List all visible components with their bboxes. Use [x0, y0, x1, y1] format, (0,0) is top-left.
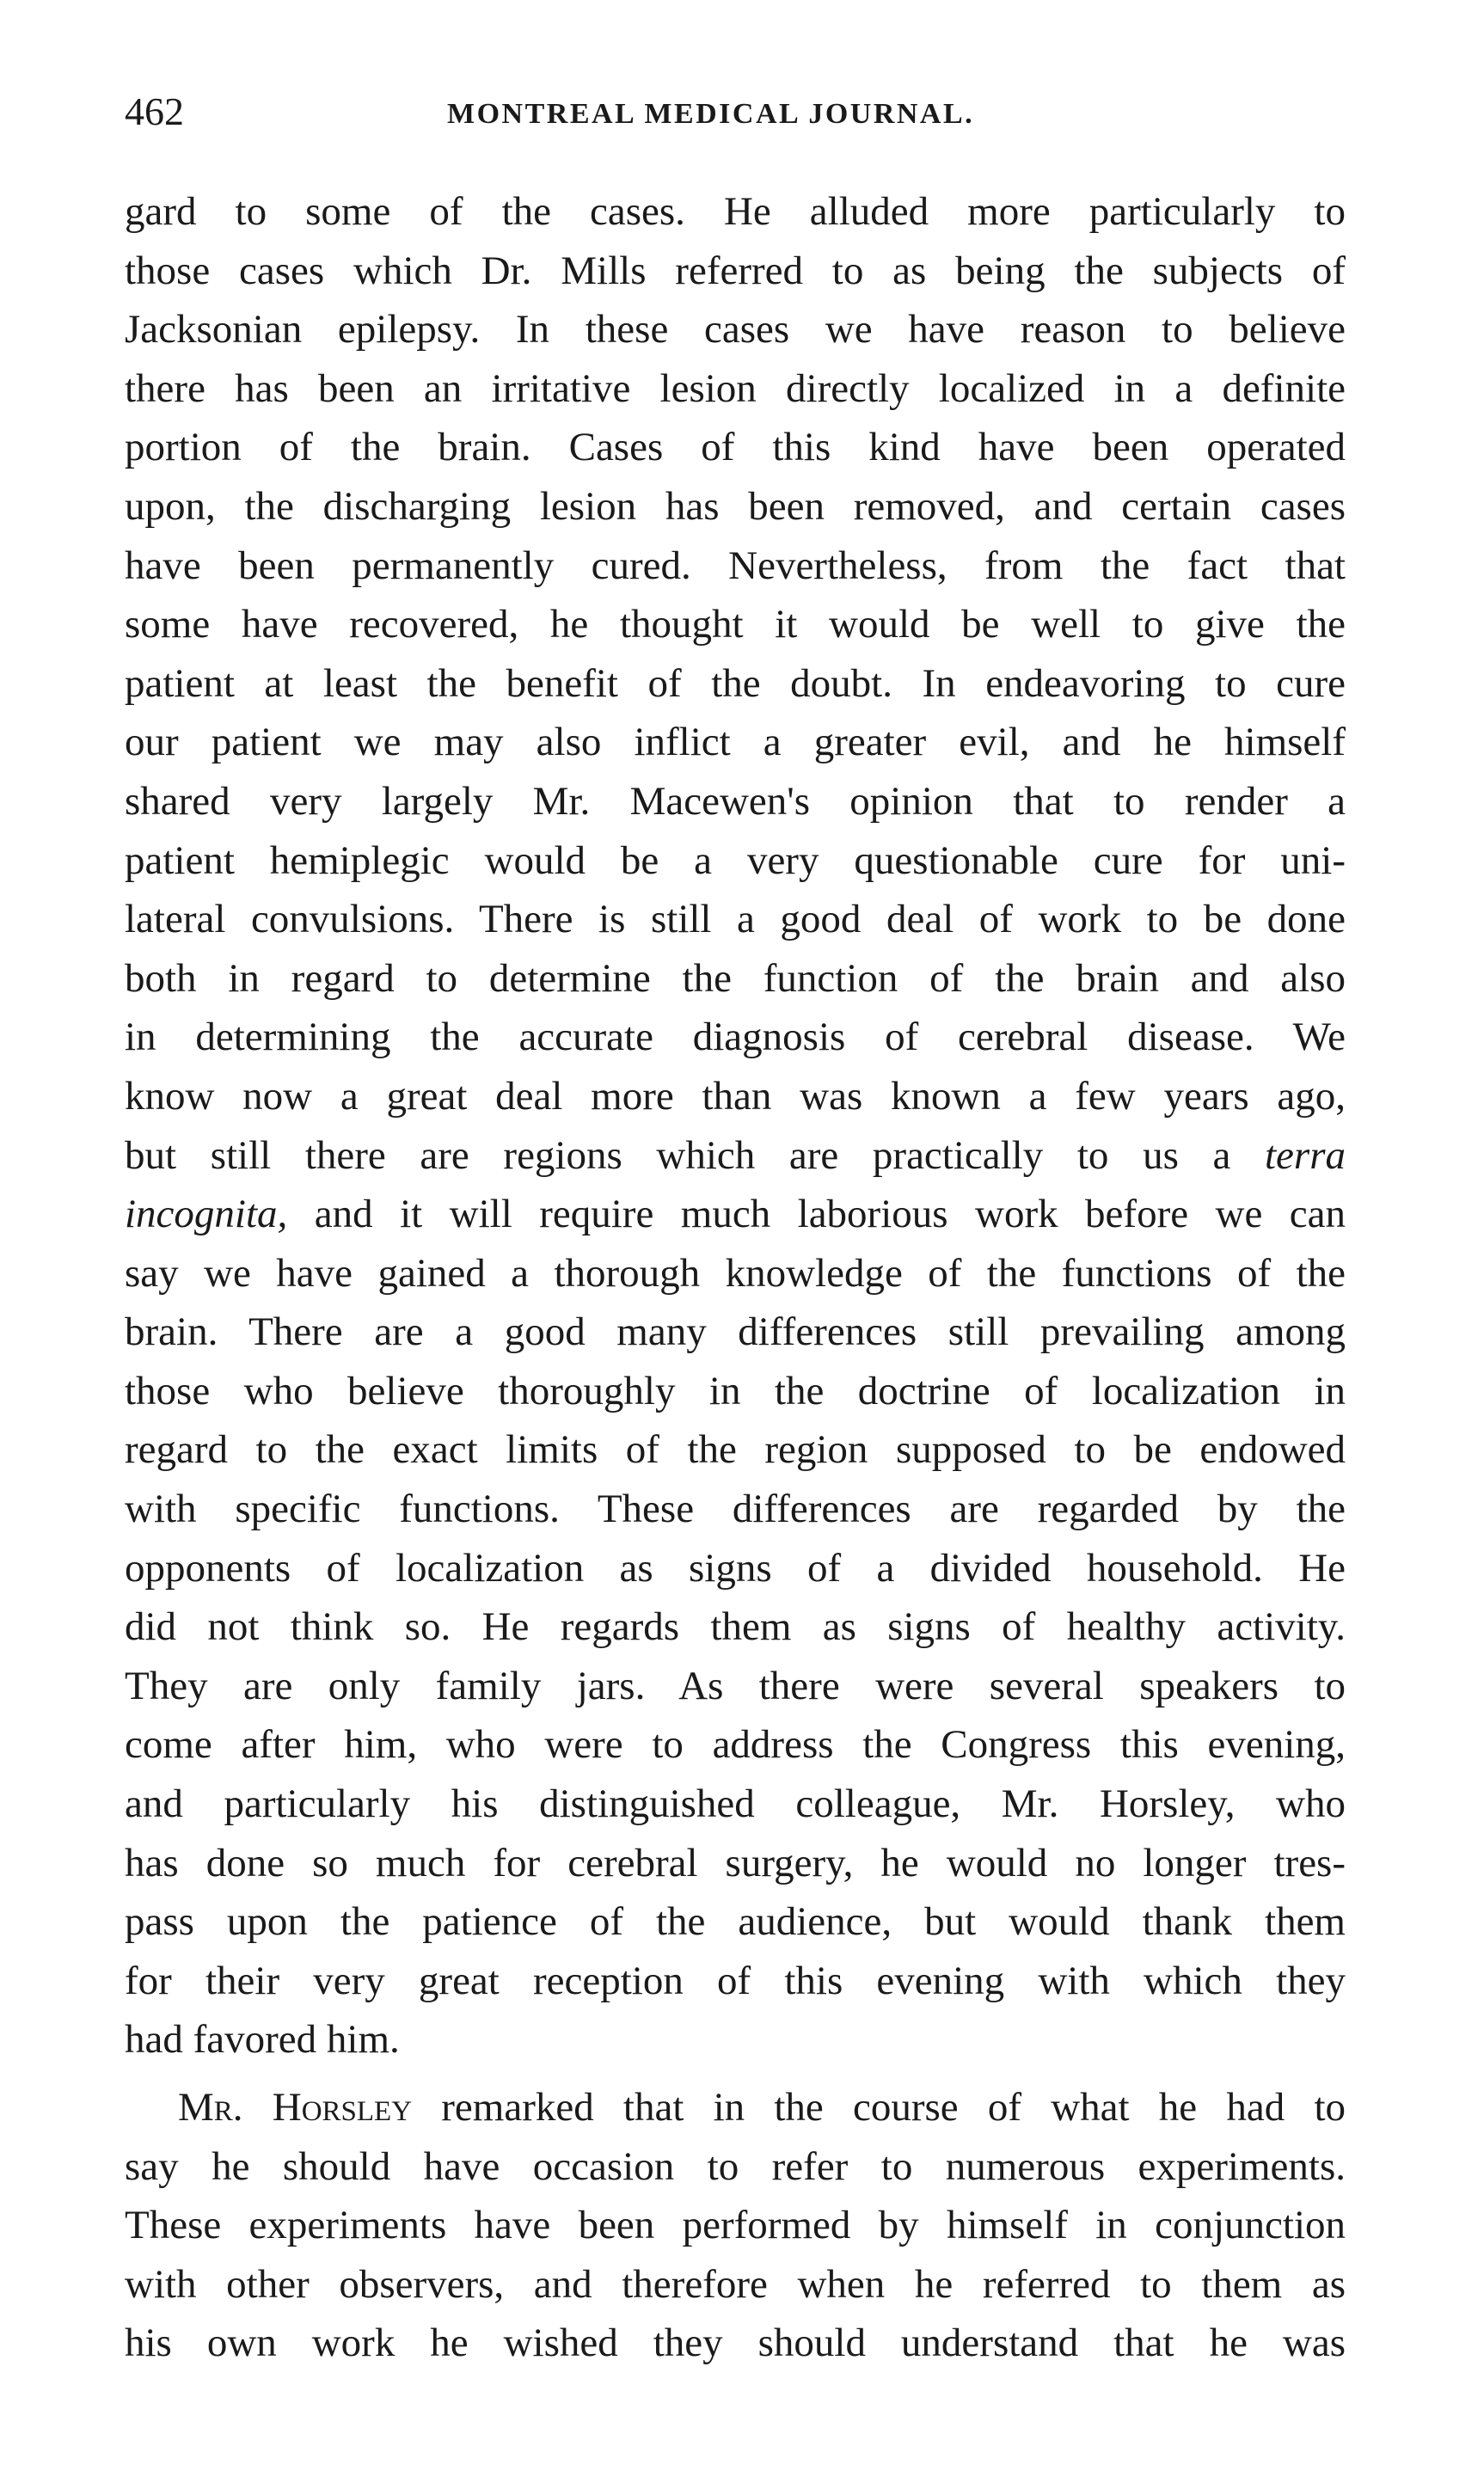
text-line: did not think so. He regards them as signs of healthy activity. — [125, 1604, 1346, 1650]
running-head: MONTREAL MEDICAL JOURNAL. — [447, 98, 975, 130]
page-number: 462 — [125, 89, 184, 133]
text-line: regard to the exact limits of the region supposed to be endowed — [125, 1427, 1346, 1473]
text-line: for their very great reception of this evening with which they — [125, 1958, 1346, 2003]
text-line: and particularly his distinguished colleague, Mr. Horsley, who — [125, 1781, 1346, 1827]
text-line: Jacksonian epilepsy. In these cases we have reason to believe — [125, 307, 1346, 353]
text-line: both in regard to determine the function of the brain and also — [125, 955, 1346, 1001]
italic-phrase: terra — [1265, 1132, 1346, 1178]
text-line — [125, 1185, 1346, 1244]
text-line: those cases which Dr. Mills referred to as being the subjects of — [125, 248, 1346, 293]
text-line: say he should have occasion to refer to numerous experiments. — [125, 2143, 1346, 2189]
italic-phrase: incognita, — [125, 1192, 288, 1237]
text-line: opponents of localization as signs of a divided household. He — [125, 1545, 1346, 1591]
text-line: know now a great deal more than was known a few years ago, — [125, 1073, 1346, 1119]
text-line: in determining the accurate diagnosis of cerebral disease. We — [125, 1015, 1346, 1060]
text-line: brain. There are a good many differences still prevailing among — [125, 1309, 1346, 1355]
text-line: pass upon the patience of the audience, but would thank them — [125, 1899, 1346, 1945]
text-line: there has been an irritative lesion directly localized in a definite — [125, 365, 1346, 411]
text-line: come after him, who were to address the Congress this evening, — [125, 1722, 1346, 1768]
text-segment: remarked that in the course of what he had to — [441, 2085, 1346, 2130]
text-line: upon, the discharging lesion has been removed, and certain cases — [125, 483, 1346, 529]
text-line: has done so much for cerebral surgery, he would no longer tres- — [125, 1840, 1346, 1885]
text-line: our patient we may also inflict a greater evil, and he himself — [125, 720, 1346, 765]
text-line: some have recovered, he thought it would be well to give the — [125, 602, 1346, 647]
speaker-name: Mr. Horsley — [178, 2085, 413, 2130]
text-line: They are only family jars. As there were several speakers to — [125, 1663, 1346, 1708]
page-header — [125, 86, 1346, 138]
paragraph-gap — [125, 2069, 1346, 2078]
text-line — [125, 1126, 1346, 1186]
text-segment: but still there are regions which are practically to us a — [125, 1132, 1231, 1178]
text-line: have been permanently cured. Nevertheless, from the fact that — [125, 543, 1346, 588]
text-line: portion of the brain. Cases of this kind have been operated — [125, 425, 1346, 470]
text-line: patient hemiplegic would be a very questionable cure for uni- — [125, 837, 1346, 883]
text-line: patient at least the benefit of the doubt. In endeavoring to cure — [125, 660, 1346, 706]
text-line: had favored him. — [125, 2017, 400, 2063]
paragraph-dr-ferrier-continued — [125, 182, 1346, 2069]
text-line: shared very largely Mr. Macewen's opinion that to render a — [125, 778, 1346, 824]
text-line: say we have gained a thorough knowledge of the functions of the — [125, 1250, 1346, 1296]
text-line: his own work he wished they should understand that he was — [125, 2321, 1346, 2366]
text-line: gard to some of the cases. He alluded more particularly to — [125, 189, 1346, 234]
text-line — [125, 2078, 1346, 2137]
text-line: those who believe thoroughly in the doctrine of localization in — [125, 1368, 1346, 1413]
paragraph-mr-horsley — [125, 2078, 1346, 2373]
text-line: with specific functions. These differences are regarded by the — [125, 1487, 1346, 1532]
text-line: lateral convulsions. There is still a good deal of work to be done — [125, 897, 1346, 942]
text-segment: and it will require much laborious work before we can — [314, 1192, 1346, 1237]
text-line: with other observers, and therefore when he referred to them as — [125, 2261, 1346, 2307]
text-line: These experiments have been performed by himself in conjunction — [125, 2203, 1346, 2248]
body-text — [125, 182, 1346, 2373]
